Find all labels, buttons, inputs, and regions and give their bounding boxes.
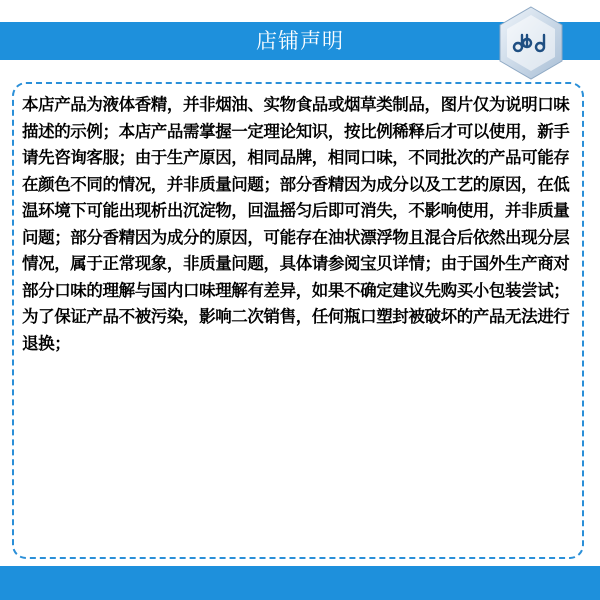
page-title: 店铺声明 xyxy=(256,29,344,53)
hexagon-logo-icon xyxy=(491,3,571,83)
footer-bar xyxy=(0,566,600,600)
statement-panel xyxy=(12,82,584,559)
statement-text: 本店产品为液体香精，并非烟油、实物食品或烟草类制品，图片仅为说明口味描述的示例；本店产品需掌握一定理论知识，按比例稀释后才可以使用，新手请先咨询客服；由于生产原因，相同品牌，相同口味，不同批次的产品可能存在颜色不同的情况，并非质量问题；部分香精因为成分以及工艺的原因，在低温环境下可能出现析出沉淀物，回温摇匀后即可消失，不影响使用，并非质量问题；部分香精因为成分的原因，可能存在油状漂浮物且混合后依然出现分层情况，属于正常现象，非质量问题，具体请参阅宝贝详情；由于国外生产商对部分口味的理解与国内口味理解有差异，如果不确定建议先购买小包装尝试；为了保证产品不被污染，影响二次销售，任何瓶口塑封被破坏的产品无法进行退换； xyxy=(22,95,570,353)
